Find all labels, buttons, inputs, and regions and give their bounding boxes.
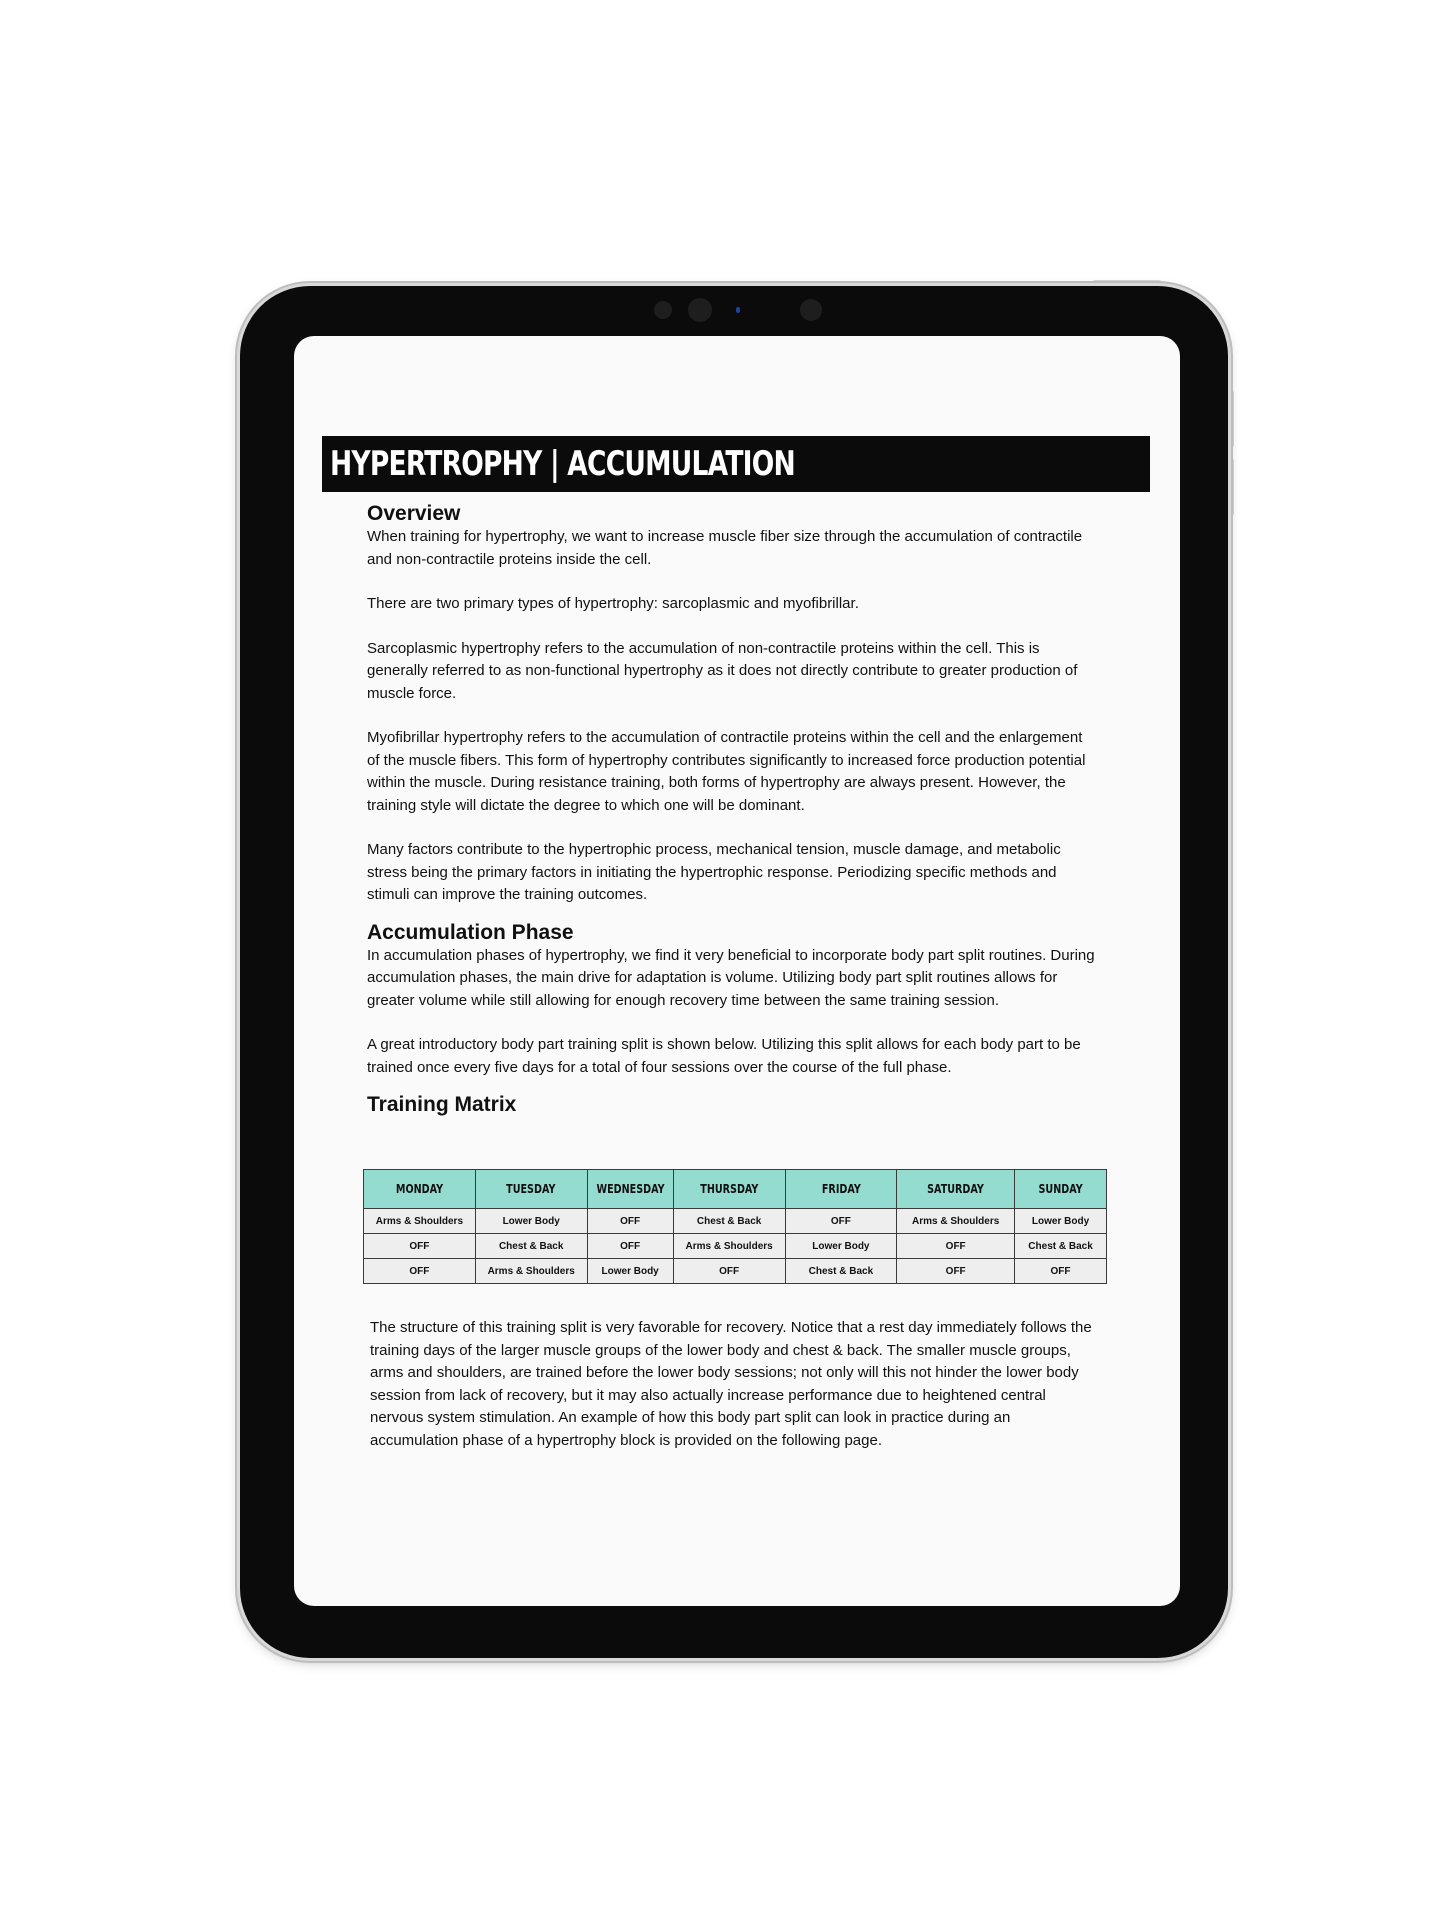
column-header: MONDAY	[364, 1170, 476, 1209]
table-cell: Chest & Back	[1015, 1234, 1107, 1259]
table-row	[364, 1259, 1107, 1284]
volume-up-button[interactable]	[1228, 390, 1234, 448]
overview-paragraph-3: Sarcoplasmic hypertrophy refers to the accumulation of non-contractile proteins within the cell. This is generally referred to as non-functional hypertrophy as it does not directly contribute to greater production of muscle force.	[367, 639, 1078, 702]
table-cell: Lower Body	[1015, 1209, 1107, 1234]
table-cell: Chest & Back	[673, 1209, 785, 1234]
column-header: SATURDAY	[897, 1170, 1015, 1209]
table-cell: OFF	[897, 1259, 1015, 1284]
table-cell: Arms & Shoulders	[475, 1259, 587, 1284]
column-header: WEDNESDAY	[587, 1170, 673, 1209]
table-cell: OFF	[587, 1209, 673, 1234]
overview-paragraph-5: Many factors contribute to the hypertrophic process, mechanical tension, muscle damage, and metabolic stress being the primary factors in initiating the hypertrophic response. Periodizing specific methods and stimuli can improve the training outcomes.	[367, 841, 1061, 903]
table-cell: Chest & Back	[475, 1234, 587, 1259]
matrix-heading: Training Matrix	[367, 1093, 517, 1116]
table-cell: OFF	[897, 1234, 1015, 1259]
table-cell: OFF	[1015, 1259, 1107, 1284]
table-cell: OFF	[364, 1234, 476, 1259]
table-cell: Arms & Shoulders	[673, 1234, 785, 1259]
overview-heading: Overview	[367, 502, 461, 525]
front-camera-icon	[688, 298, 712, 322]
table-row	[364, 1234, 1107, 1259]
overview-paragraph-2: There are two primary types of hypertrophy: sarcoplasmic and myofibrillar.	[367, 595, 859, 612]
closing-paragraph: The structure of this training split is very favorable for recovery. Notice that a rest day immediately follows the training days of the larger muscle groups of the lower body and chest & back. The smaller muscle groups, arms and shoulders, are trained before the lower body sessions; not only will this not hinder the lower body session from lack of recovery, but it may also actually increase performance due to heightened central nervous system stimulation. An example of how this body part split can look in practice during an accumulation phase of a hypertrophy block is provided on the following page.	[370, 1319, 1092, 1449]
table-cell: Lower Body	[587, 1259, 673, 1284]
page-title-bar	[322, 436, 1150, 492]
table-cell: Chest & Back	[785, 1259, 897, 1284]
sensor-icon	[654, 301, 672, 319]
table-cell: Lower Body	[785, 1234, 897, 1259]
table-header-row	[364, 1170, 1107, 1209]
volume-down-button[interactable]	[1228, 458, 1234, 516]
column-header: TUESDAY	[475, 1170, 587, 1209]
indicator-light-icon	[736, 307, 740, 313]
column-header: SUNDAY	[1015, 1170, 1107, 1209]
overview-paragraph-1: When training for hypertrophy, we want to increase muscle fiber size through the accumulation of contractile and non-contractile proteins inside the cell.	[367, 528, 1083, 568]
camera-bar	[0, 298, 1440, 322]
table-cell: OFF	[587, 1234, 673, 1259]
column-header: THURSDAY	[673, 1170, 785, 1209]
accumulation-heading: Accumulation Phase	[367, 920, 574, 944]
table-cell: OFF	[785, 1209, 897, 1234]
table-cell: Arms & Shoulders	[364, 1209, 476, 1234]
column-header: FRIDAY	[785, 1170, 897, 1209]
accumulation-paragraph-2: A great introductory body part training split is shown below. Utilizing this split allows for each body part to be trained once every five days for a total of four sessions over the course of the full phase.	[367, 1036, 1081, 1076]
table-row	[364, 1209, 1107, 1234]
accumulation-paragraph-1: In accumulation phases of hypertrophy, we find it very beneficial to incorporate body part split routines. During accumulation phases, the main drive for adaptation is volume. Utilizing body part split routines allows for greater volume while still allowing for enough recovery time between the same training session.	[367, 946, 1095, 1009]
table-cell: OFF	[673, 1259, 785, 1284]
camera-lens-icon	[800, 299, 822, 321]
document-body	[367, 502, 1097, 1117]
table-cell: Lower Body	[475, 1209, 587, 1234]
table-cell: OFF	[364, 1259, 476, 1284]
table-cell: Arms & Shoulders	[897, 1209, 1015, 1234]
overview-paragraph-4: Myofibrillar hypertrophy refers to the accumulation of contractile proteins within the cell and the enlargement of the muscle fibers. This form of hypertrophy contributes significantly to increased force production potential within the muscle. During resistance training, both forms of hypertrophy are always present. However, the training style will dictate the degree to which one will be dominant.	[367, 729, 1086, 814]
tablet-screen[interactable]	[294, 336, 1180, 1606]
page-title: HYPERTROPHY | ACCUMULATION	[330, 444, 795, 484]
training-matrix-table	[363, 1169, 1107, 1284]
